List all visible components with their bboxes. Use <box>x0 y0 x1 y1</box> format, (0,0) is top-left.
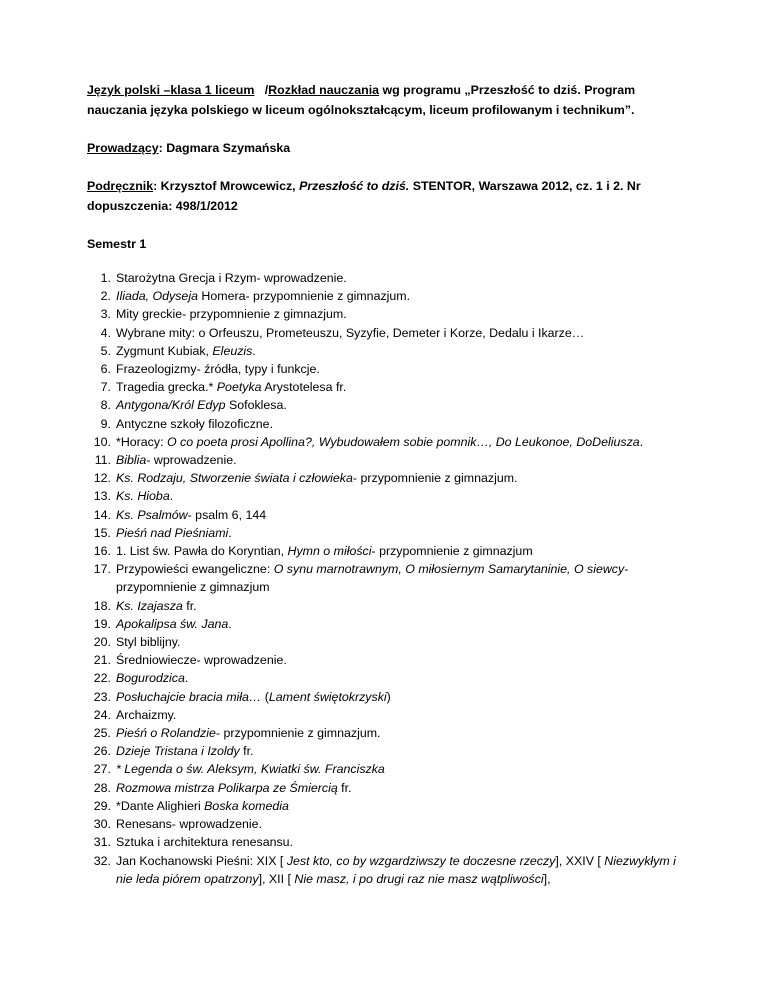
list-item-text: Biblia <box>116 453 147 468</box>
list-item-number: 20. <box>93 635 111 650</box>
list-item <box>87 833 687 851</box>
list-item-text: Zygmunt Kubiak, <box>116 343 213 358</box>
document-heading <box>87 80 687 120</box>
list-item-text: Wybrane mity: o Orfeuszu, Prometeuszu, Syzyfie, Demeter i Korze, Dedalu i Ikarze… <box>116 325 585 340</box>
list-item-number: 31. <box>93 835 111 850</box>
list-item-number: 3. <box>100 307 111 322</box>
list-item-number: 26. <box>93 744 111 759</box>
list-item-text: ], XXIV [ <box>555 853 605 868</box>
list-item-text: Jest kto, co by wzgardziwszy te doczesne rzeczy <box>286 853 556 868</box>
list-item-text: Pieśń nad Pieśniami <box>116 525 229 540</box>
list-item-text: Frazeologizmy- źródła, typy i funkcje. <box>116 362 320 377</box>
list-item-text: Poetyka <box>216 380 262 395</box>
list-item-number: 11. <box>94 453 111 468</box>
semester-heading: Semestr 1 <box>87 237 147 251</box>
list-item-text: . <box>169 489 174 504</box>
list-item-text: - przypomnienie z gimnazjum <box>116 562 629 595</box>
list-item-text: Boska komedia <box>204 798 289 813</box>
list-item-text: Homera- przypomnienie z gimnazjum. <box>197 289 411 304</box>
list-item-text: Hymn o miłości <box>287 544 372 559</box>
list-item <box>87 852 687 888</box>
list-item <box>87 269 687 287</box>
list-item <box>87 797 687 815</box>
document-content <box>87 80 687 888</box>
list-item-text: Sztuka i architektura renesansu. <box>116 835 294 850</box>
list-item-text: *Horacy: <box>116 434 167 449</box>
list-item <box>87 451 687 469</box>
list-item-text: . <box>184 671 189 686</box>
list-item-number: 29. <box>93 798 111 813</box>
list-item <box>87 651 687 669</box>
list-item <box>87 742 687 760</box>
list-item <box>87 469 687 487</box>
heading-subject: Język polski –klasa 1 liceum <box>87 83 255 97</box>
list-item-text: - przypomnienie z gimnazjum <box>371 544 533 559</box>
teacher-line <box>87 138 687 158</box>
topic-list <box>87 269 687 888</box>
list-item-text: Iliada, Odyseja <box>116 289 198 304</box>
list-item-number: 30. <box>93 817 111 832</box>
list-item <box>87 487 687 505</box>
list-item-text: O synu marnotrawnym, O miłosiernym Samarytaninie, O siewcy <box>273 562 625 577</box>
list-item-text: - wprowadzenie. <box>146 453 237 468</box>
textbook-author: : Krzysztof Mrowcewicz, <box>153 179 300 193</box>
list-item <box>87 542 687 560</box>
list-item-text: ], <box>543 871 551 886</box>
list-item-text: . <box>228 616 232 631</box>
list-item-number: 13. <box>93 489 111 504</box>
list-item <box>87 760 687 778</box>
list-item-text: Styl biblijny. <box>116 635 181 650</box>
list-item <box>87 433 687 451</box>
list-item-number: 21. <box>93 653 111 668</box>
list-item-text: Posłuchajcie bracia miła… <box>116 689 262 704</box>
list-item-number: 14. <box>93 507 111 522</box>
teacher-value: : Dagmara Szymańska <box>158 141 291 155</box>
list-item <box>87 560 687 596</box>
list-item <box>87 706 687 724</box>
list-item-number: 28. <box>93 780 111 795</box>
list-item-text: fr. <box>239 744 254 759</box>
list-item-text: Średniowiecze- wprowadzenie. <box>116 653 287 668</box>
list-item <box>87 633 687 651</box>
list-item-number: 7. <box>100 380 111 395</box>
list-item-number: 12. <box>93 471 111 486</box>
list-item-number: 8. <box>100 398 111 413</box>
list-item-number: 16. <box>93 544 111 559</box>
list-item-text: Eleuzis <box>212 343 253 358</box>
list-item-text: * Legenda o św. Aleksym, Kwiatki św. Franciszka <box>116 762 385 777</box>
list-item-text: Dzieje Tristana i Izoldy <box>116 744 240 759</box>
textbook-line <box>87 176 687 216</box>
list-item-text: Lament świętokrzyski <box>268 689 387 704</box>
textbook-details: STENTOR, Warszawa 2012, cz. 1 i 2. Nr dopuszczenia: 498/1/2012 <box>87 179 641 213</box>
list-item-text: Ks. Psalmów <box>116 507 188 522</box>
list-item-number: 19. <box>93 616 111 631</box>
list-item-text: Pieśń o Rolandzie <box>116 726 216 741</box>
list-item <box>87 287 687 305</box>
list-item-text: Mity greckie- przypomnienie z gimnazjum. <box>116 307 347 322</box>
heading-program: wg programu „Przeszłość to dziś. Program nauczania języka polskiego w liceum ogólnokształcącym, liceum profilowanym i technikum”. <box>87 83 636 117</box>
list-item <box>87 415 687 433</box>
list-item <box>87 396 687 414</box>
list-item-text: ) <box>386 689 391 704</box>
list-item-text: - przypomnienie z gimnazjum. <box>215 726 381 741</box>
list-item-number: 1. <box>100 271 111 285</box>
list-item <box>87 378 687 396</box>
list-item-number: 23. <box>93 689 111 704</box>
list-item-text: O co poeta prosi Apollina?, Wybudowałem sobie pomnik…, Do Leukonoe, DoDeliusza <box>166 434 640 449</box>
list-item-number: 15. <box>93 525 111 540</box>
list-item <box>87 324 687 342</box>
list-item-text: Starożytna Grecja i Rzym- wprowadzenie. <box>116 271 347 285</box>
list-item-text: Arystotelesa fr. <box>261 380 347 395</box>
list-item-text: Niezwykłym i nie leda piórem opatrzony <box>116 853 676 886</box>
list-item <box>87 360 687 378</box>
list-item-text: *Dante Alighieri <box>116 798 205 813</box>
list-item-text: 1. List św. Pawła do Koryntian, <box>116 544 288 559</box>
list-item-text: Bogurodzica <box>116 671 185 686</box>
list-item-text: Jan Kochanowski Pieśni: XIX [ <box>116 853 287 868</box>
list-item-text: Ks. Izajasza <box>116 598 183 613</box>
list-item-number: 18. <box>93 598 111 613</box>
list-item-text: Sofoklesa. <box>225 398 287 413</box>
list-item-number: 9. <box>100 416 111 431</box>
list-item-text: - psalm 6, 144 <box>187 507 267 522</box>
list-item-number: 2. <box>100 289 111 304</box>
list-item <box>87 724 687 742</box>
list-item-number: 10. <box>93 434 111 449</box>
list-item-text: . <box>228 525 232 540</box>
list-item-number: 5. <box>100 343 111 358</box>
list-item-number: 24. <box>93 707 111 722</box>
list-item-text: Przypowieści ewangeliczne: <box>116 562 274 577</box>
list-item <box>87 524 687 542</box>
list-item-text: . <box>639 434 644 449</box>
list-item-text: Ks. Hioba <box>116 489 170 504</box>
teacher-label: Prowadzący <box>87 141 159 155</box>
textbook-label: Podręcznik <box>87 179 154 193</box>
list-item-text: fr. <box>337 780 352 795</box>
list-item-text: ], XII [ <box>258 871 295 886</box>
list-item-text: Tragedia grecka.* <box>116 380 217 395</box>
list-item <box>87 597 687 615</box>
list-item-number: 4. <box>100 325 111 340</box>
list-item-text: Renesans- wprowadzenie. <box>116 817 263 832</box>
heading-plan: Rozkład nauczania <box>268 83 380 97</box>
list-item-number: 22. <box>93 671 111 686</box>
list-item-text: Archaizmy. <box>116 707 177 722</box>
list-item-text: Nie masz, i po drugi raz nie masz wątpliwości <box>294 871 544 886</box>
heading-separator: / <box>254 83 269 97</box>
list-item-text: Apokalipsa św. Jana <box>116 616 229 631</box>
list-item-text: . <box>252 343 256 358</box>
list-item-number: 17. <box>93 562 111 577</box>
list-item-text: ( <box>261 689 269 704</box>
list-item <box>87 305 687 323</box>
list-item-number: 32. <box>93 853 111 868</box>
list-item <box>87 815 687 833</box>
list-item <box>87 779 687 797</box>
list-item <box>87 688 687 706</box>
list-item-text: Ks. Rodzaju, Stworzenie świata i człowieka <box>116 471 353 486</box>
list-item-text: Rozmowa mistrza Polikarpa ze Śmiercią <box>116 780 338 795</box>
list-item-text: Antygona/Król Edyp <box>116 398 226 413</box>
list-item <box>87 669 687 687</box>
list-item-number: 6. <box>100 362 111 377</box>
list-item-text: fr. <box>182 598 197 613</box>
list-item-number: 27. <box>93 762 111 777</box>
list-item-text: - przypomnienie z gimnazjum. <box>352 471 518 486</box>
list-item-number: 25. <box>93 726 111 741</box>
textbook-title: Przeszłość to dziś. <box>299 179 410 193</box>
list-item <box>87 506 687 524</box>
list-item <box>87 342 687 360</box>
list-item <box>87 615 687 633</box>
list-item-text: Antyczne szkoły filozoficzne. <box>116 416 274 431</box>
